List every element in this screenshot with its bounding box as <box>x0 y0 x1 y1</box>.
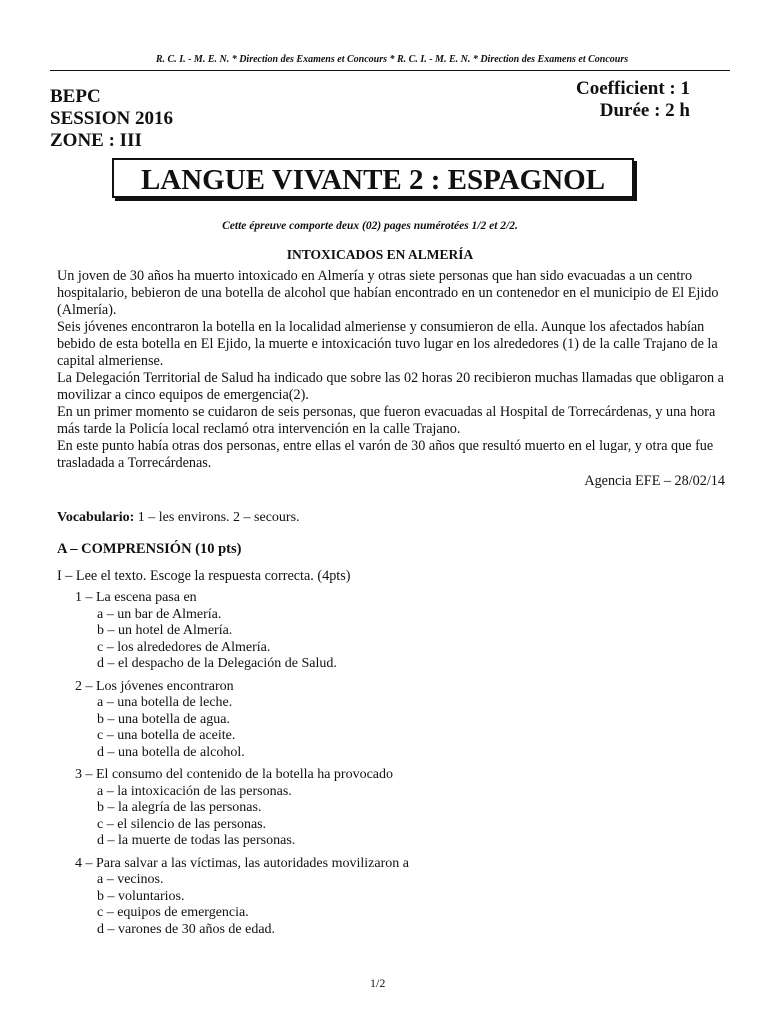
answer-option: b – un hotel de Almería. <box>97 623 233 638</box>
duration: Durée : 2 h <box>599 100 690 121</box>
question-item <box>75 856 675 939</box>
question-item <box>75 590 675 673</box>
answer-option: c – el silencio de las personas. <box>97 816 267 832</box>
exam-zone: ZONE : III <box>50 130 142 151</box>
answer-option: d – la muerte de todas las personas. <box>97 833 296 848</box>
article-title: INTOXICADOS EN ALMERÍA <box>286 247 474 262</box>
question-item <box>75 679 675 762</box>
ministry-header-line: R. C. I. - M. E. N. * Direction des Examens et Concours * R. C. I. - M. E. N. * Direction des Examens et Concours <box>155 54 629 65</box>
answer-option: c – equipos de emergencia. <box>97 905 249 920</box>
exam-info <box>50 86 173 152</box>
exam-session: SESSION 2016 <box>50 108 174 129</box>
article-paragraph: En este punto había otras dos personas, entre ellas el varón de 30 años que resultó muerto en el lugar, y otra que fue trasladada a Torrecárdenas. <box>57 438 714 471</box>
answer-option: c – una botella de aceite. <box>97 728 236 743</box>
answer-option: d – una botella de alcohol. <box>97 744 245 760</box>
question-stem: 1 – La escena pasa en <box>75 590 197 605</box>
answer-option: b – voluntarios. <box>97 888 185 904</box>
vocabulary-text: 1 – les environs. 2 – secours. <box>137 510 300 525</box>
question-list <box>75 590 675 944</box>
coefficient: Coefficient : 1 <box>576 78 690 99</box>
question-item <box>75 767 675 850</box>
answer-option: a – un bar de Almería. <box>97 606 222 622</box>
question-stem: 2 – Los jóvenes encontraron <box>75 678 234 694</box>
answer-option: d – varones de 30 años de edad. <box>97 921 276 937</box>
answer-option: d – el despacho de la Delegación de Salud. <box>97 656 337 671</box>
exam-name: BEPC <box>50 86 101 107</box>
article-paragraph: La Delegación Territorial de Salud ha indicado que sobre las 02 horas 20 recibieron muchas llamadas que obligaron a movilizar a cinco equipos de emergencia(2). <box>57 370 724 403</box>
exam-meta <box>576 78 690 122</box>
page-number: 1/2 <box>370 976 386 990</box>
answer-option: c – los alrededores de Almería. <box>97 639 271 655</box>
article-body <box>57 268 725 490</box>
vocabulary <box>57 510 300 526</box>
article-source: Agencia EFE – 28/02/14 <box>584 473 725 489</box>
header-rule <box>50 70 730 71</box>
answer-option: a – vecinos. <box>97 872 164 887</box>
article-paragraph: Un joven de 30 años ha muerto intoxicado en Almería y otras siete personas que han sido evacuadas a un centro hospitalario, bebieron de una botella de alcohol que habían encontrado en un contenedor en el municipio de El Ejido (Almería). <box>57 268 719 318</box>
section-a-title: A – COMPRENSIÓN (10 pts) <box>57 541 242 557</box>
answer-option: b – una botella de agua. <box>97 711 230 727</box>
vocabulary-label: Vocabulario: <box>57 510 135 525</box>
section-a-instruction: I – Lee el texto. Escoge la respuesta correcta. (4pts) <box>57 568 351 584</box>
answer-option: b – la alegría de las personas. <box>97 800 262 815</box>
answer-option: a – una botella de leche. <box>97 695 233 710</box>
question-stem: 4 – Para salvar a las víctimas, las autoridades movilizaron a <box>75 855 409 871</box>
answer-option: a – la intoxicación de las personas. <box>97 783 292 799</box>
article-paragraph: En un primer momento se cuidaron de seis personas, que fueron evacuadas al Hospital de Torrecárdenas, y una hora más tarde la Policía local reclamó otra intervención en la calle Trajano. <box>57 404 716 437</box>
pages-note: Cette épreuve comporte deux (02) pages numérotées 1/2 et 2/2. <box>222 220 518 232</box>
article-paragraph: Seis jóvenes encontraron la botella en la localidad almeriense y consumieron de ella. Aunque los afectados habían bebido de esta botella en El Ejido, la muerte e intoxicación tuvo lugar en los alrededores (1) de la calle Trajano de la capital almeriense. <box>57 319 718 369</box>
question-stem: 3 – El consumo del contenido de la botella ha provocado <box>75 767 394 782</box>
subject-title-box: LANGUE VIVANTE 2 : ESPAGNOL <box>112 158 634 198</box>
